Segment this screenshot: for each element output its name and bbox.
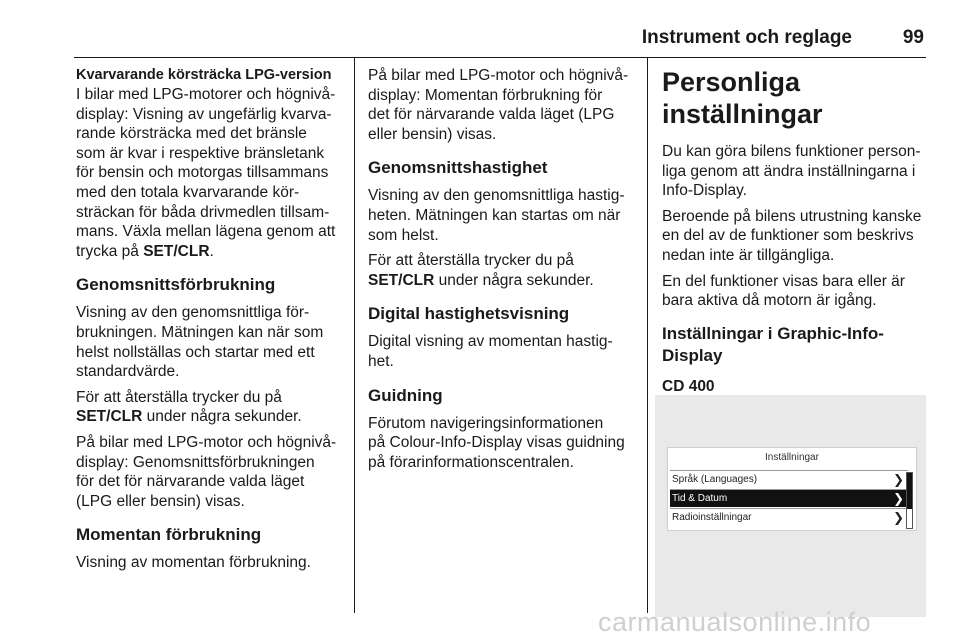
- paragraph-engine-note: En del funktioner visas bara eller är bara aktiva då motorn är igång.: [662, 272, 905, 310]
- paragraph-average-speed: Visning av den genomsnittliga hastig- heten. Mätningen kan startas om när som helst.: [368, 187, 625, 244]
- paragraph-instant-consumption: Visning av momentan förbrukning.: [76, 554, 311, 572]
- paragraph-guidance: Förutom navigeringsinformationen på Colour-Info-Display visas guidning på förarinformationscentralen.: [368, 414, 625, 471]
- scrollbar-thumb[interactable]: [907, 473, 912, 509]
- page-number: 99: [902, 27, 924, 48]
- column-divider-1: [354, 57, 355, 613]
- paragraph-personal-intro: Du kan göra bilens funktioner person- liga genom att ändra inställningarna i Info-Display.: [662, 143, 921, 200]
- paragraph-average-consumption: Visning av den genomsnittliga för- brukningen. Mätningen kan när som helst nollställas och startar med ett standardvärde.: [76, 304, 324, 381]
- watermark: carmanualsonline.info: [598, 607, 872, 637]
- settings-screen-figure: [655, 395, 926, 617]
- cd400-label: CD 400: [662, 377, 715, 395]
- heading-digital-speed: Digital hastighetsvisning: [368, 304, 570, 324]
- paragraph-lpg-instant: På bilar med LPG-motor och högnivå- display: Momentan förbrukning för det för närvarande valda läget (LPG eller bensin) visas.: [368, 67, 629, 143]
- heading-lpg-range: Kvarvarande körsträcka LPG-version: [76, 67, 332, 83]
- heading-average-speed: Genomsnittshastighet: [368, 158, 548, 178]
- section-title: Instrument och reglage: [641, 27, 852, 48]
- column-3: [662, 66, 927, 442]
- paragraph-reset: För att återställa trycker du på SET/CLR under några sekunder.: [76, 388, 302, 426]
- heading-instant-consumption: Momentan förbrukning: [76, 525, 262, 545]
- chevron-right-icon: ❯: [893, 472, 904, 487]
- heading-guidance: Guidning: [368, 385, 443, 405]
- paragraph-equipment-note: Beroende på bilens utrustning kanske en del av de funktioner som beskrivs nedan inte är tillgängliga.: [662, 207, 922, 264]
- heading-graphic-info-settings: Inställningar i Graphic-Info- Display: [662, 323, 884, 365]
- column-1: [76, 66, 340, 579]
- menu-item-language[interactable]: Språk (Languages) ❯: [670, 470, 908, 488]
- paragraph-digital-speed: Digital visning av momentan hastig- het.: [368, 333, 613, 370]
- settings-menu-title: Inställningar: [765, 452, 819, 463]
- column-divider-2: [647, 57, 648, 613]
- paragraph-reset-speed: För att återställa trycker du på SET/CLR under några sekunder.: [368, 252, 594, 289]
- menu-item-time-date[interactable]: Tid & Datum ❯: [670, 489, 908, 507]
- chevron-right-icon: ❯: [893, 491, 904, 506]
- paragraph-lpg-average: På bilar med LPG-motor och högnivå- display: Genomsnittsförbrukningen för det för närvarande valda läget (LPG eller bensin) visas.: [76, 433, 337, 510]
- settings-display: [667, 447, 917, 531]
- heading-average-consumption: Genomsnittsförbrukning: [76, 275, 276, 295]
- menu-item-radio-settings[interactable]: Radioinställningar ❯: [670, 508, 908, 526]
- paragraph-lpg-range: I bilar med LPG-motorer och högnivå- display: Visning av ungefärlig kvarva- rande körsträcka med det bränsle som är kvar i respektive bränsletank för bensin och motorgas tillsammans med den totala kvarvarande kör- sträckan för båda drivmedlen tillsam- mans. Växla mellan lägena genom att trycka på SET/CLR.: [76, 86, 336, 260]
- menu-scrollbar[interactable]: [906, 472, 913, 529]
- page-header: [74, 27, 926, 58]
- heading-personal-settings: Personliga inställningar: [662, 67, 823, 129]
- chevron-right-icon: ❯: [893, 510, 904, 525]
- column-2: [368, 66, 634, 478]
